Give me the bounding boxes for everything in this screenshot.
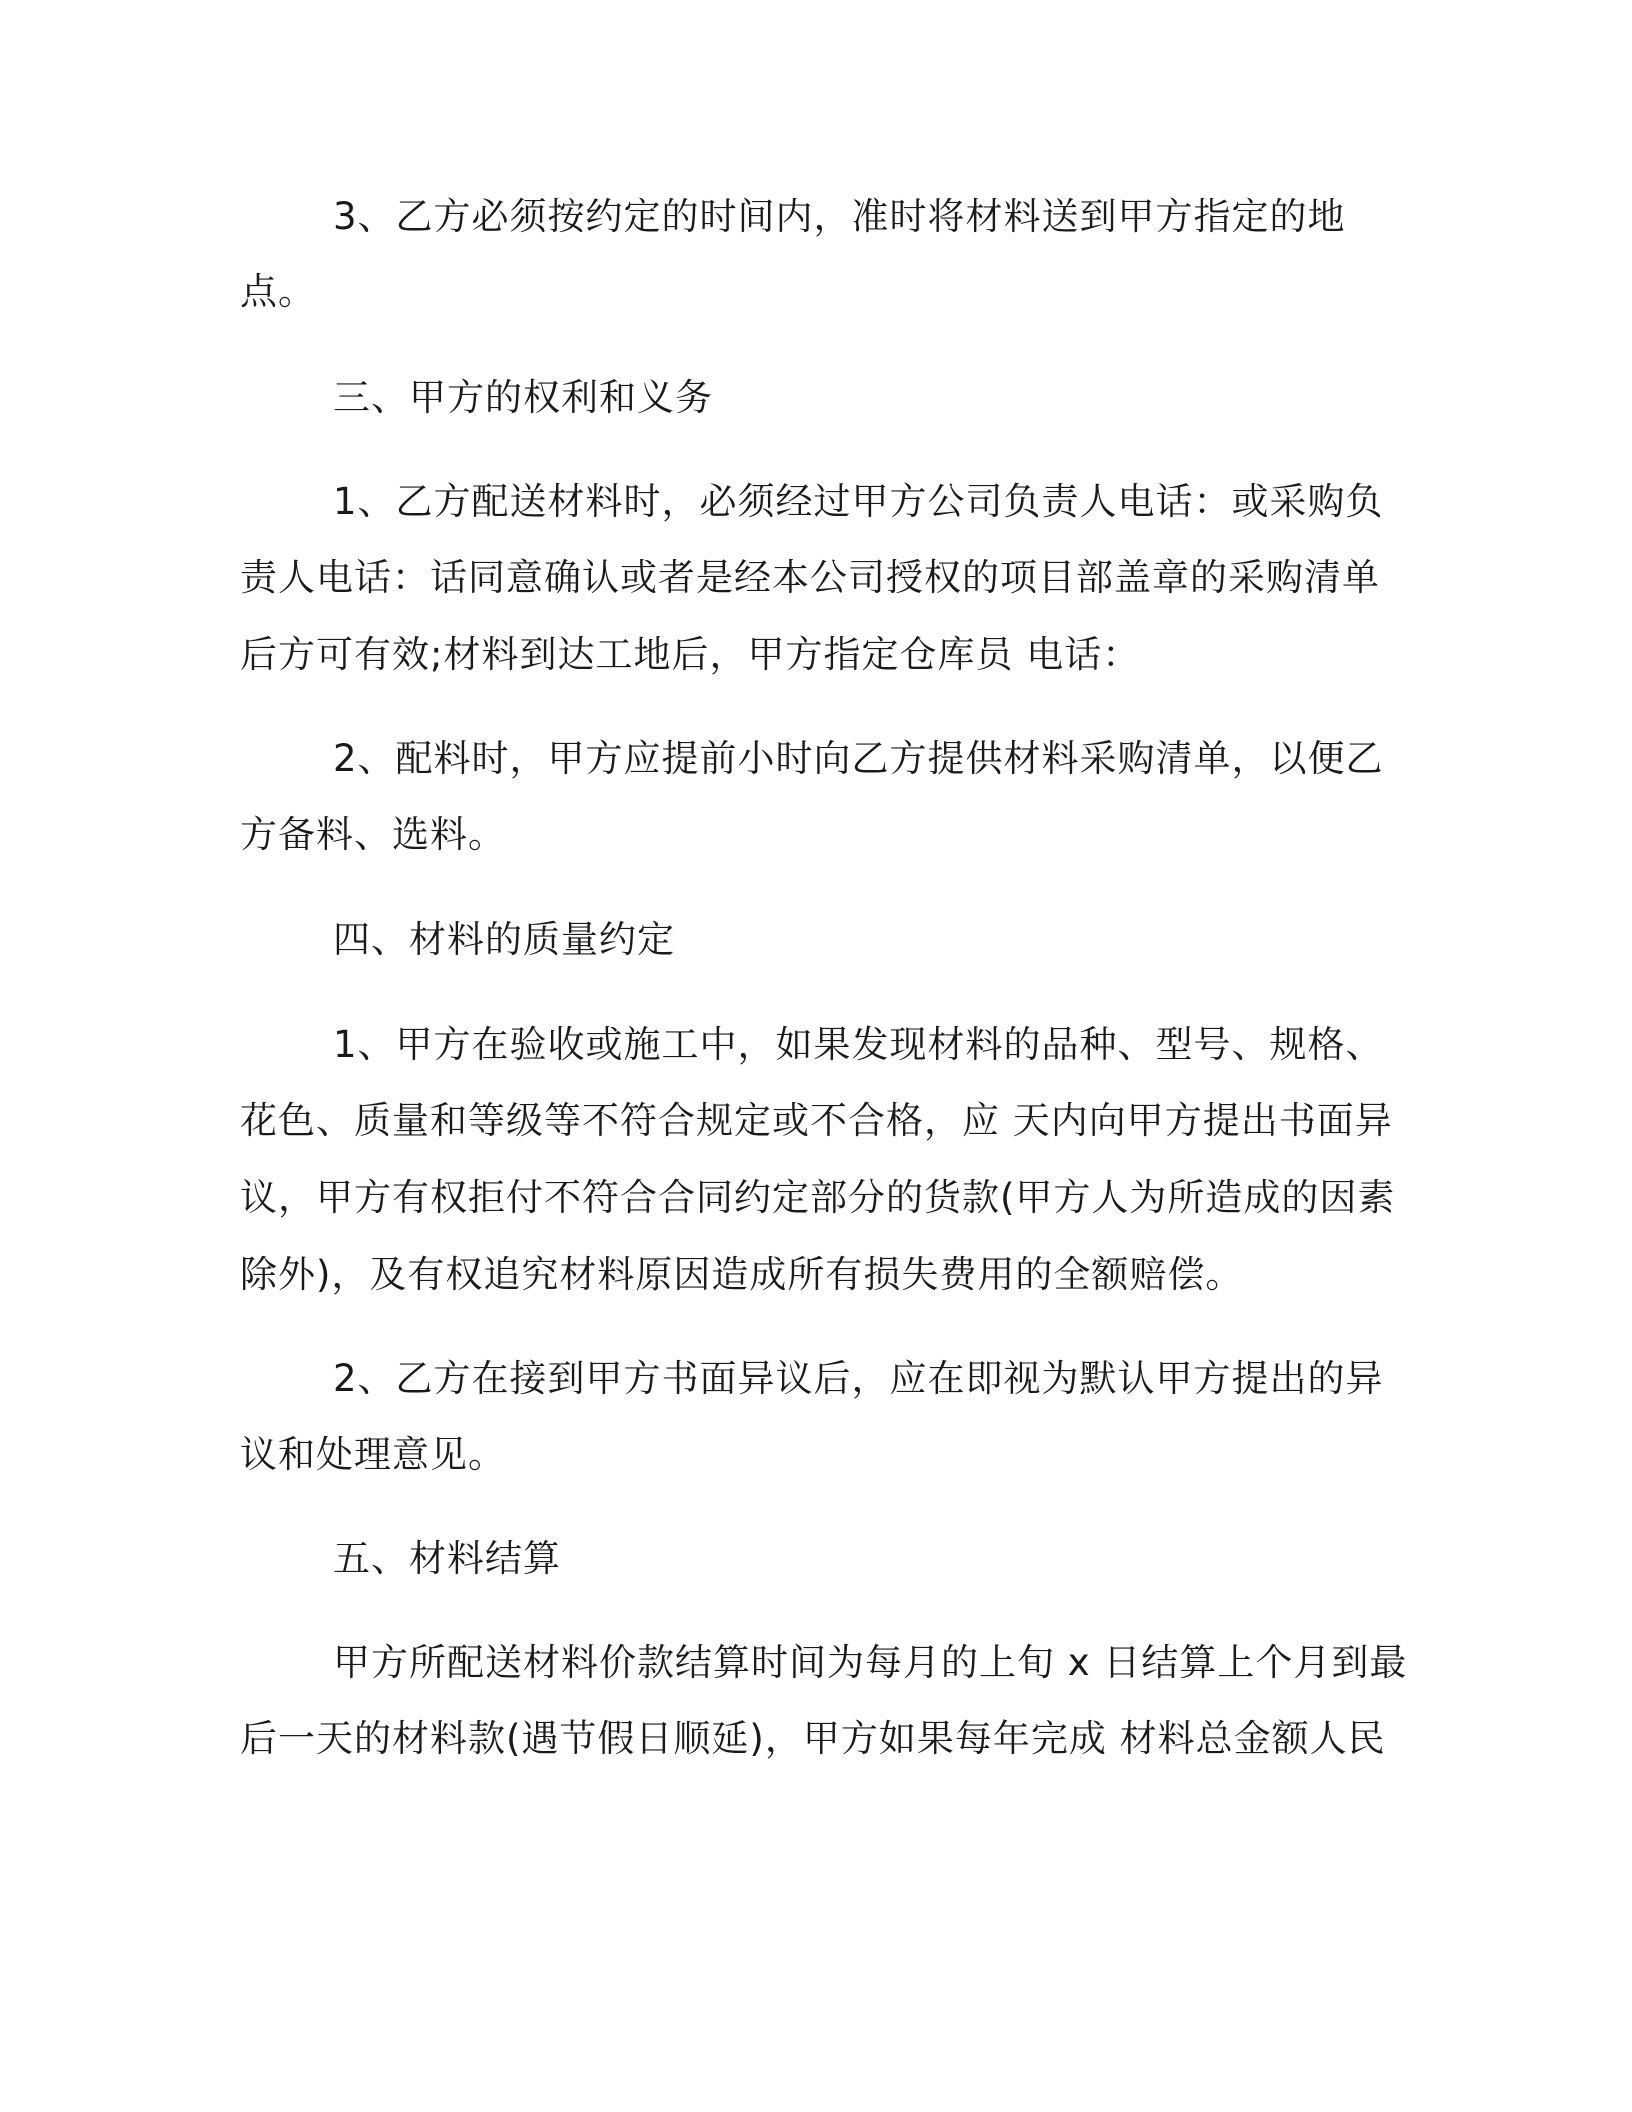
section3-clause-2-line-2: 方备料、选料。 — [240, 813, 506, 856]
clause-3-line-2: 点。 — [240, 270, 316, 313]
section-heading-4: 四、材料的质量约定 — [333, 918, 675, 961]
section3-clause-1-line-1: 1、乙方配送材料时，必须经过甲方公司负责人电话：或采购负 — [333, 480, 1384, 523]
section-heading-5: 五、材料结算 — [333, 1537, 561, 1580]
section3-clause-2-line-1: 2、配料时，甲方应提前小时向乙方提供材料采购清单，以便乙 — [333, 737, 1384, 780]
section4-clause-1-line-2: 花色、质量和等级等不符合规定或不合格，应 天内向甲方提出书面异 — [240, 1099, 1393, 1142]
clause-3-line-1: 3、乙方必须按约定的时间内，准时将材料送到甲方指定的地 — [333, 195, 1346, 238]
section4-clause-1-line-4: 除外)，及有权追究材料原因造成所有损失费用的全额赔偿。 — [240, 1253, 1244, 1296]
settlement-paragraph-line-1: 甲方所配送材料价款结算时间为每月的上旬 x 日结算上个月到最 — [333, 1641, 1408, 1684]
settlement-paragraph-line-2: 后一天的材料款(遇节假日顺延)，甲方如果每年完成 材料总金额人民 — [240, 1717, 1386, 1760]
section3-clause-1-line-3: 后方可有效;材料到达工地后，甲方指定仓库员 电话： — [240, 633, 1141, 676]
section4-clause-2-line-1: 2、乙方在接到甲方书面异议后，应在即视为默认甲方提出的异 — [333, 1357, 1384, 1400]
section3-clause-1-line-2: 责人电话：话同意确认或者是经本公司授权的项目部盖章的采购清单 — [240, 556, 1380, 599]
section-heading-3: 三、甲方的权利和义务 — [333, 376, 713, 419]
section4-clause-1-line-1: 1、甲方在验收或施工中，如果发现材料的品种、型号、规格、 — [333, 1023, 1384, 1066]
section4-clause-2-line-2: 议和处理意见。 — [240, 1433, 506, 1476]
section4-clause-1-line-3: 议，甲方有权拒付不符合合同约定部分的货款(甲方人为所造成的因素 — [240, 1176, 1396, 1219]
